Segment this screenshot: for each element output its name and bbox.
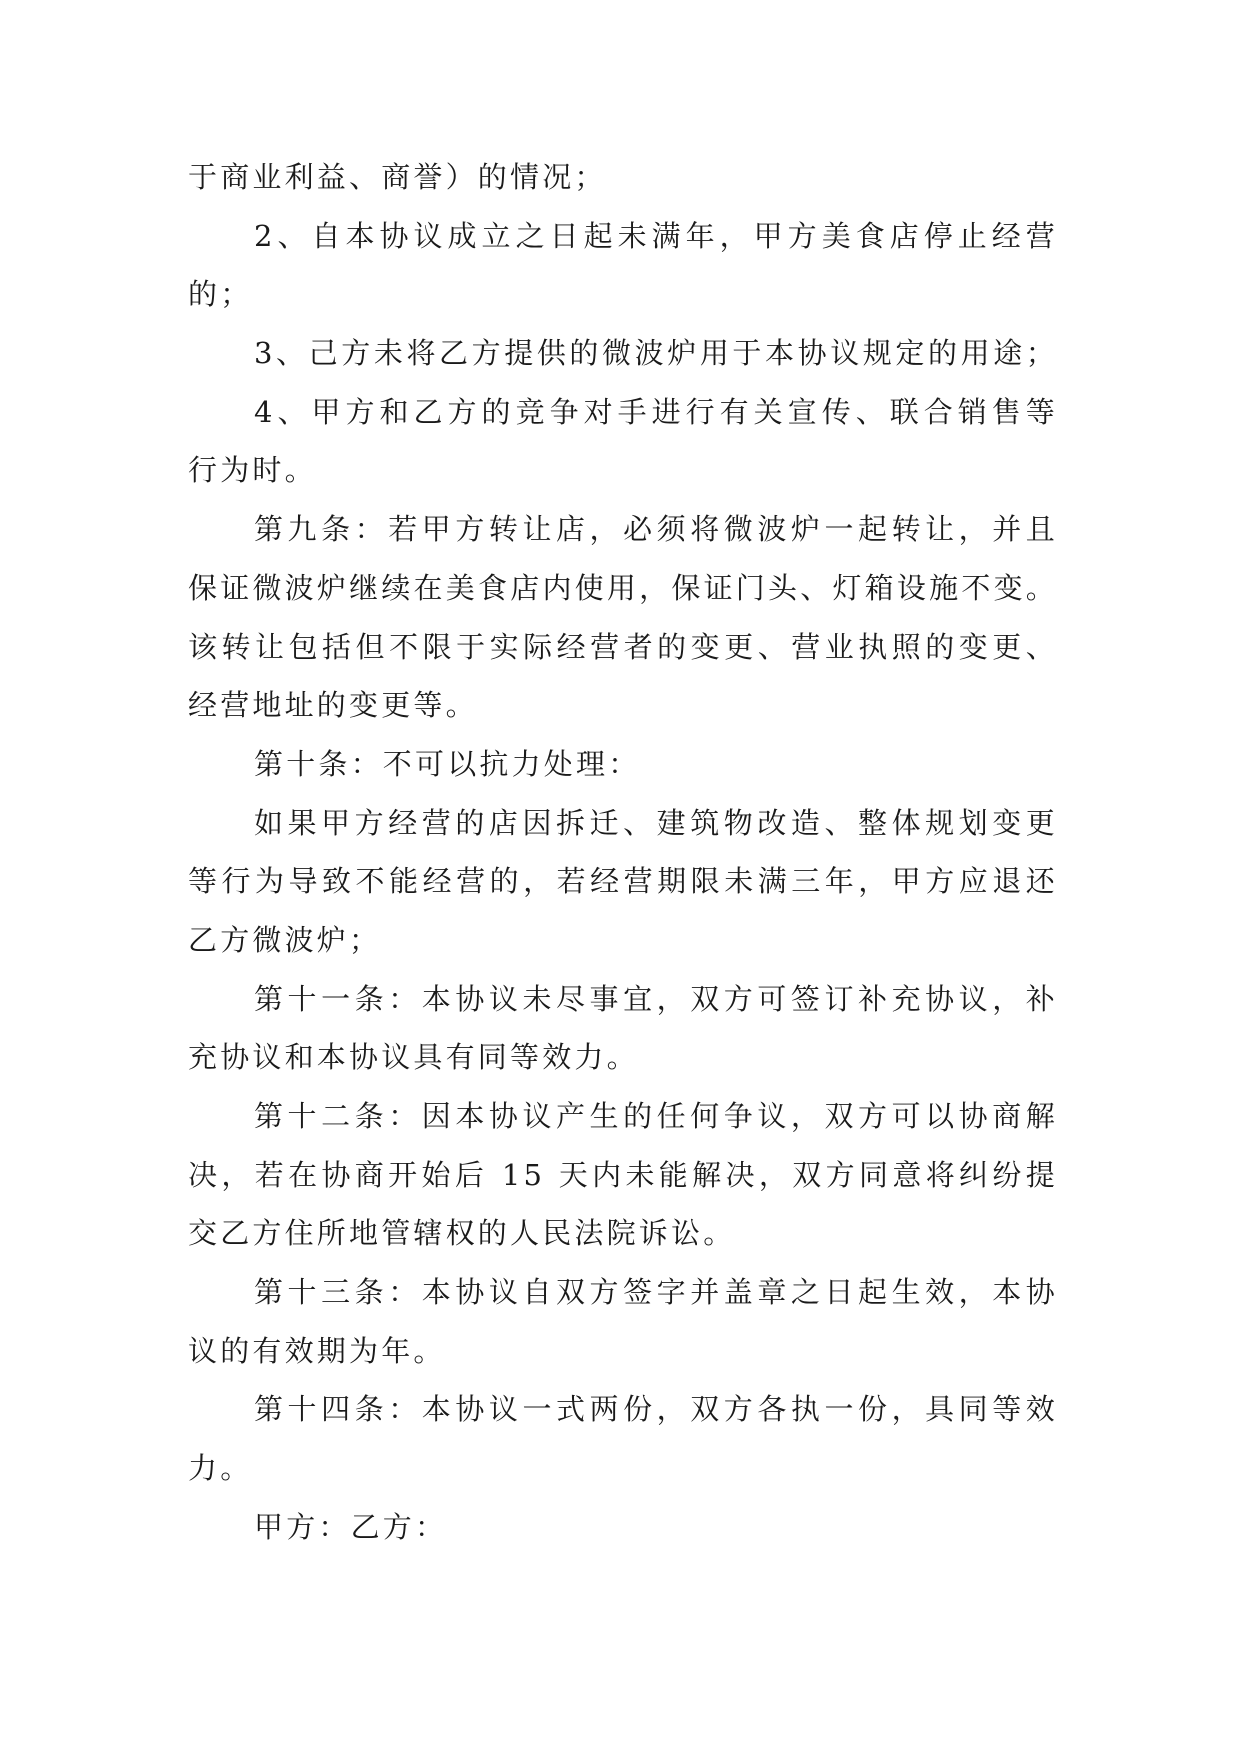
text-line: 第九条：若甲方转让店，必须将微波炉一起转让，并且 — [254, 512, 1058, 547]
text-line: 交乙方住所地管辖权的人民法院诉讼。 — [188, 1216, 736, 1251]
text-line: 于商业利益、商誉）的情况； — [188, 160, 607, 194]
text-line: 决，若在协商开始后 15 天内未能解决，双方同意将纠纷提 — [188, 1157, 1058, 1192]
text-line: 该转让包括但不限于实际经营者的变更、营业执照的变更、 — [188, 629, 1058, 664]
text-line: 第十条：不可以抗力处理： — [254, 746, 641, 781]
text-line: 充协议和本协议具有同等效力。 — [188, 1040, 639, 1075]
text-line: 3、己方未将乙方提供的微波炉用于本协议规定的用途； — [254, 336, 1058, 371]
text-line: 第十二条：因本协议产生的任何争议，双方可以协商解 — [254, 1099, 1058, 1133]
text-line: 2、自本协议成立之日起未满年，甲方美食店停止经营 — [254, 218, 1058, 253]
text-line: 等行为导致不能经营的，若经营期限未满三年，甲方应退还 — [188, 864, 1058, 899]
text-line: 议的有效期为年。 — [188, 1333, 446, 1368]
text-line: 乙方微波炉； — [188, 922, 382, 957]
text-line: 经营地址的变更等。 — [188, 688, 478, 723]
text-line: 第十一条：本协议未尽事宜，双方可签订补充协议，补 — [254, 981, 1058, 1016]
text-line: 4、甲方和乙方的竞争对手进行有关宣传、联合销售等 — [254, 394, 1058, 429]
signature-line: 甲方：乙方： — [254, 1509, 448, 1544]
text-line: 的； — [188, 277, 253, 312]
text-line: 如果甲方经营的店因拆迁、建筑物改造、整体规划变更 — [254, 805, 1058, 840]
document-page — [188, 148, 1058, 1557]
text-line: 保证微波炉继续在美食店内使用，保证门头、灯箱设施不变。 — [188, 570, 1058, 605]
text-line: 第十四条：本协议一式两份，双方各执一份，具同等效 — [254, 1392, 1058, 1427]
text-line: 第十三条：本协议自双方签字并盖章之日起生效，本协 — [254, 1275, 1058, 1310]
text-line: 行为时。 — [188, 453, 317, 488]
text-line: 力。 — [188, 1451, 253, 1486]
